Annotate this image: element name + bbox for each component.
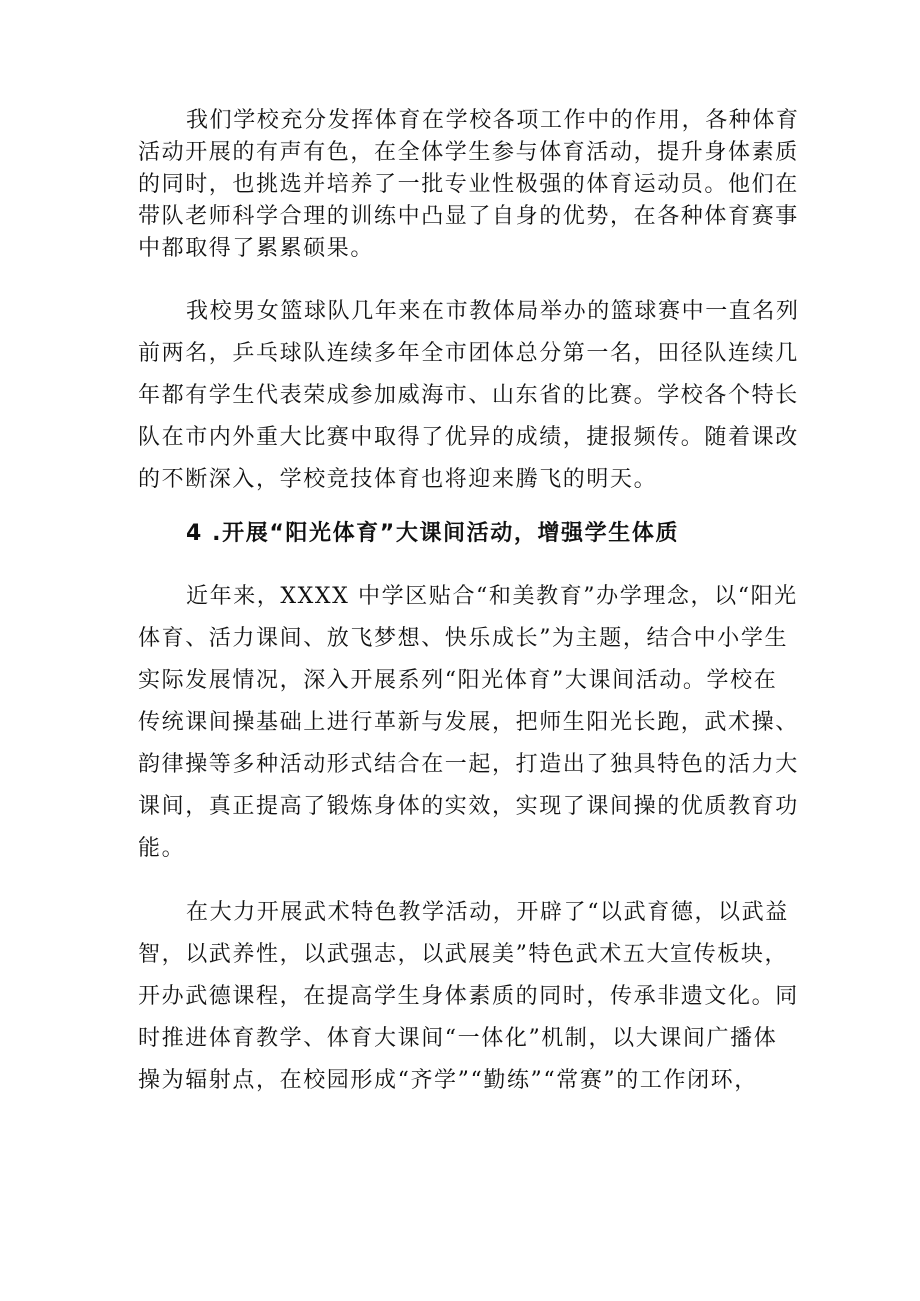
paragraph-3-line-3: 实际发展情况，深入开展系列“阳光体育”大课间活动。学校在	[138, 668, 778, 693]
paragraph-3-line-6: 课间，真正提高了锻炼身体的实效，实现了课间操的优质教育功	[138, 794, 799, 819]
paragraph-1-line-3: 的同时，也挑选并培养了一批专业性极强的体育运动员。他们在	[138, 172, 799, 197]
paragraph-2-line-5: 的不断深入，学校竞技体育也将迎来腾飞的明天。	[138, 467, 658, 492]
paragraph-1-line-5: 中都取得了累累硕果。	[138, 236, 375, 261]
paragraph-2-line-3: 年都有学生代表荣成参加威海市、山东省的比赛。学校各个特长	[138, 383, 799, 408]
paragraph-3-line-1: 近年来，XXXX 中学区贴合“和美教育”办学理念，以“阳光	[186, 584, 798, 609]
paragraph-1-line-4: 带队老师科学合理的训练中凸显了自身的优势，在各种体育赛事	[138, 204, 799, 229]
paragraph-1-line-2: 活动开展的有声有色，在全体学生参与体育活动，提升身体素质	[138, 140, 799, 165]
paragraph-4-line-3: 开办武德课程，在提高学生身体素质的同时，传承非遗文化。同	[138, 984, 799, 1009]
paragraph-3-line-4: 传统课间操基础上进行革新与发展，把师生阳光长跑，武术操、	[138, 710, 799, 735]
paragraph-4-line-1: 在大力开展武术特色教学活动，开辟了“以武育德，以武益	[186, 900, 789, 925]
paragraph-2-line-2: 前两名，乒乓球队连续多年全市团体总分第一名，田径队连续几	[138, 341, 799, 366]
paragraph-3-line-2: 体育、活力课间、放飞梦想、快乐成长”为主题，结合中小学生	[138, 626, 789, 651]
section-heading: 4 .开展“阳光体育”大课间活动，增强学生体质	[186, 521, 680, 546]
paragraph-2-line-4: 队在市内外重大比赛中取得了优异的成绩，捷报频传。随着课改	[138, 425, 799, 450]
paragraph-2-line-1: 我校男女篮球队几年来在市教体局举办的篮球赛中一直名列	[186, 299, 800, 324]
paragraph-1-line-1: 我们学校充分发挥体育在学校各项工作中的作用，各种体育	[186, 108, 800, 133]
paragraph-4-line-4: 时推进体育教学、体育大课间“一体化”机制，以大课间广播体	[138, 1026, 778, 1051]
paragraph-4-line-5: 操为辐射点，在校园形成“齐学”“勤练”“常赛”的工作闭环，	[138, 1068, 758, 1093]
paragraph-3-line-5: 韵律操等多种活动形式结合在一起，打造出了独具特色的活力大	[138, 752, 799, 777]
paragraph-4-line-2: 智，以武养性，以武强志，以武展美”特色武术五大宣传板块，	[138, 942, 789, 967]
paragraph-3-line-7: 能。	[138, 836, 186, 861]
